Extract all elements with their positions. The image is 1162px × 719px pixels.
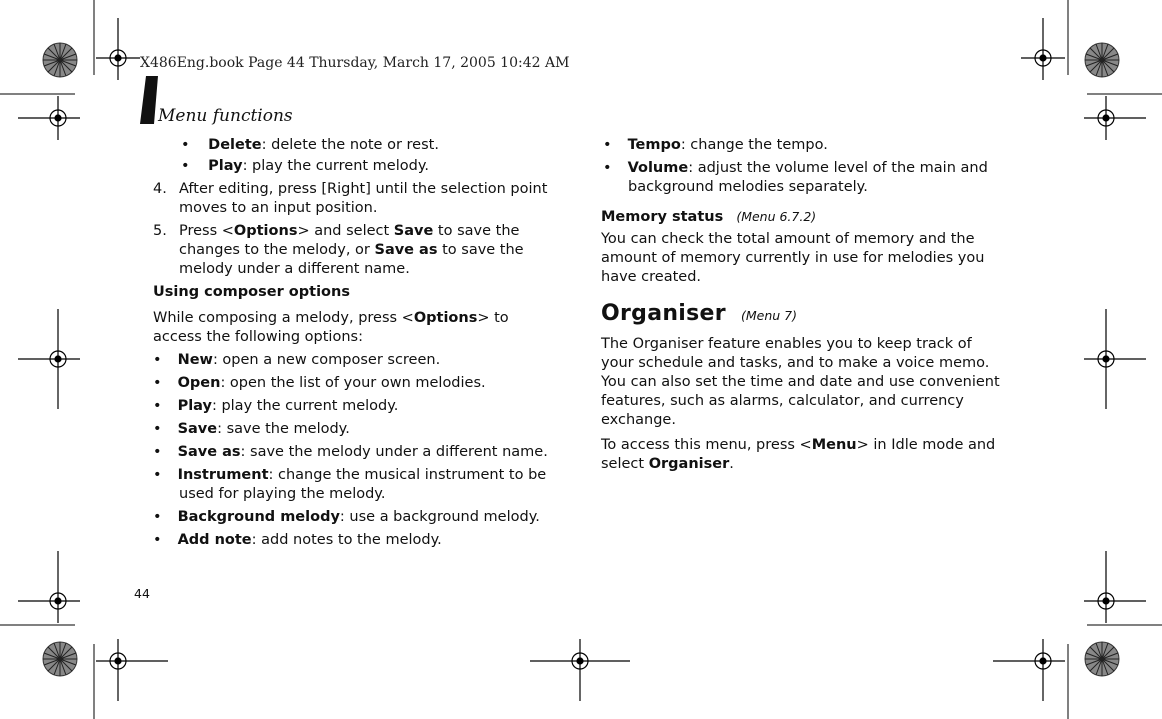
list-item: • Instrument: change the musical instrument to be used for playing the melody. [153, 467, 547, 502]
list-item: • Play: play the current melody. [181, 158, 429, 174]
organiser-heading: Organiser (Menu 7) [601, 301, 798, 326]
list-item: • Open: open the list of your own melodies. [153, 375, 486, 391]
list-item: • Background melody: use a background melody. [153, 509, 540, 525]
organiser-text: The Organiser feature enables you to keep track of your schedule and tasks, and to make a voice memo. You can also set the time and date and use convenient features, such as alarms, calculator, and currency exchange. [601, 336, 1000, 428]
bullet-icon: • [153, 532, 162, 548]
bullet-icon: • [153, 352, 162, 368]
list-item: • Save as: save the melody under a different name. [153, 444, 548, 460]
organiser-access: To access this menu, press <Menu> in Idle mode and select Organiser. [601, 437, 996, 472]
composer-heading: Using composer options [153, 284, 350, 300]
bullet-icon: • [153, 398, 162, 414]
bullet-icon: • [603, 137, 612, 153]
composer-intro: While composing a melody, press <Options> to access the following options: [153, 310, 509, 345]
bullet-icon: • [153, 375, 162, 391]
list-item: • Play: play the current melody. [153, 398, 399, 414]
memory-heading: Memory status (Menu 6.7.2) [601, 209, 817, 225]
section-bar-icon [140, 76, 158, 124]
list-item: • Save: save the melody. [153, 421, 350, 437]
memory-text: You can check the total amount of memory and the amount of memory currently in use for melodies you have created. [601, 231, 985, 285]
bullet-icon: • [153, 509, 162, 525]
list-item: • New: open a new composer screen. [153, 352, 441, 368]
page-number: 44 [134, 586, 150, 601]
list-item: • Add note: add notes to the melody. [153, 532, 442, 548]
list-item: • Tempo: change the tempo. [603, 137, 828, 153]
bullet-icon: • [153, 444, 162, 460]
bullet-icon: • [153, 467, 162, 483]
list-item: • Volume: adjust the volume level of the main and background melodies separately. [603, 160, 988, 195]
list-item: • Delete: delete the note or rest. [181, 137, 439, 153]
bullet-icon: • [181, 137, 190, 153]
bullet-icon: • [181, 158, 190, 174]
bullet-icon: • [603, 160, 612, 176]
section-title: Menu functions [158, 106, 293, 126]
file-info: X486Eng.book Page 44 Thursday, March 17, 2005 10:42 AM [140, 55, 570, 71]
step-4: 4. After editing, press [Right] until the selection point moves to an input position. [153, 181, 548, 216]
step-5: 5. Press <Options> and select Save to save the changes to the melody, or Save as to save the melody under a different name. [153, 223, 524, 277]
bullet-icon: • [153, 421, 162, 437]
